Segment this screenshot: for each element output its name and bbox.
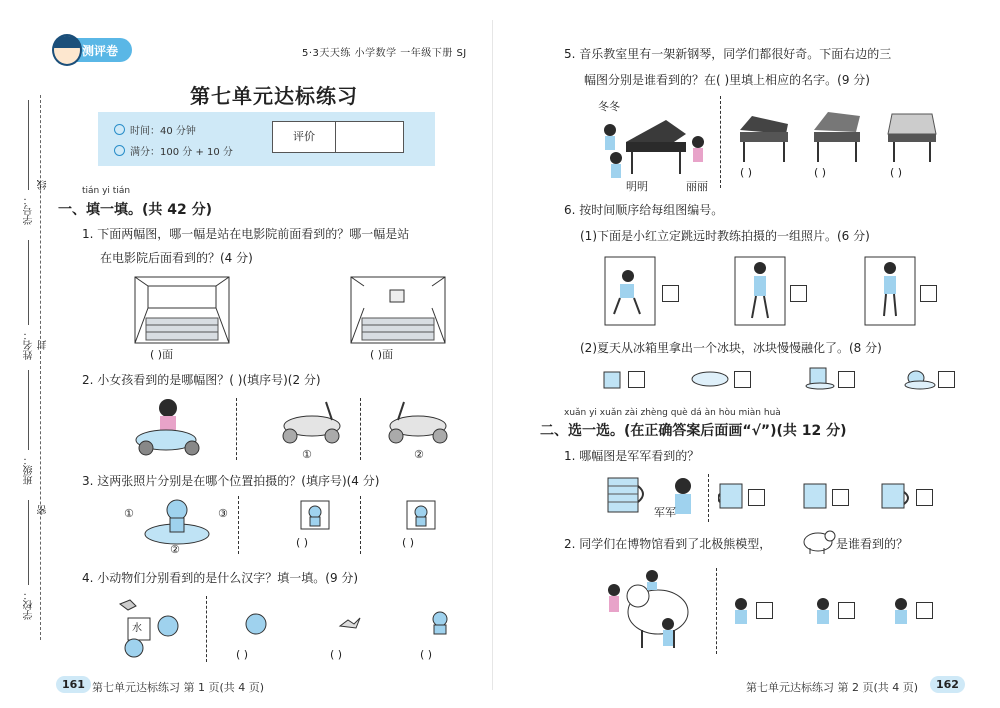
q5-divider — [720, 96, 721, 188]
school-blank[interactable] — [28, 500, 29, 585]
q1-blank-a[interactable]: ( )面 — [150, 348, 174, 361]
q4-divider — [206, 596, 207, 662]
student-view3-illustration — [890, 596, 912, 626]
scooter-option1-illustration — [276, 398, 346, 446]
s2q1-divider — [708, 474, 709, 522]
mug-illustration — [604, 476, 648, 518]
rating-box — [272, 121, 404, 153]
piano-view1-illustration — [736, 112, 792, 164]
s2q1-box1[interactable] — [748, 489, 765, 506]
section2-title: 二、选一选。(在正确答案后面画“√”)(共 12 分) — [540, 423, 847, 439]
q3-position1: ① — [124, 507, 134, 520]
q3-blank1[interactable]: ( ) — [296, 536, 309, 549]
q2-divider2 — [360, 398, 361, 460]
q4-blank2[interactable]: ( ) — [330, 648, 343, 661]
q2-option1-label: ① — [302, 448, 312, 461]
mascot-icon — [52, 34, 82, 66]
check-circle-icon — [114, 145, 125, 156]
badge-label: 测评卷 — [82, 44, 119, 58]
q1-blank-b[interactable]: ( )面 — [370, 348, 394, 361]
bear-pedestal-illustration — [142, 496, 212, 548]
bear-view-illustration — [428, 610, 452, 636]
q3-position3: ③ — [218, 507, 228, 520]
s2q2-box1[interactable] — [756, 602, 773, 619]
jump-photo1-illustration — [604, 256, 656, 326]
q4-blank1[interactable]: ( ) — [236, 648, 249, 661]
q6-2-box3[interactable] — [838, 371, 855, 388]
q6-1-box3[interactable] — [920, 285, 937, 302]
mug-view3-illustration — [880, 482, 914, 512]
q5-blank3[interactable]: ( ) — [890, 166, 903, 179]
ice-cube2-illustration — [804, 366, 836, 390]
girl-scooter-illustration — [132, 396, 212, 458]
ice-puddle-illustration — [690, 370, 730, 388]
piano-view3-illustration — [884, 108, 940, 164]
s2q2-text-a: 2. 同学们在博物馆看到了北极熊模型， — [564, 537, 772, 551]
section2-pinyin: xuǎn yi xuǎn zài zhèng què dá àn hòu miàn huà — [564, 408, 781, 418]
score-row — [114, 143, 233, 158]
left-footer-text: 第七单元达标练习 第 1 页(共 4 页) — [92, 681, 265, 694]
mug-view2-illustration — [800, 482, 830, 512]
q1-line1: 1. 下面两幅图，哪一幅是站在电影院前面看到的？哪一幅是站 — [82, 227, 410, 241]
q6-sub1: (1)下面是小红立定跳远时教练拍摄的一组照片。(6 分) — [580, 229, 870, 243]
section1-title: 一、填一填。(共 42 分) — [58, 202, 213, 218]
q3-divider1 — [238, 496, 239, 554]
q6-2-box4[interactable] — [938, 371, 955, 388]
mug-view1-illustration — [718, 482, 748, 512]
series-info: 5·3天天练 小学数学 一年级下册 SJ — [302, 48, 467, 59]
q4-blank3[interactable]: ( ) — [420, 648, 433, 661]
q6-1-box1[interactable] — [662, 285, 679, 302]
s2q2-box3[interactable] — [916, 602, 933, 619]
s2q1-name: 军军 — [654, 506, 676, 519]
student-no-label: 学号： — [24, 195, 35, 225]
q6-text: 6. 按时间顺序给每组图编号。 — [564, 203, 724, 217]
score-text: 满分：100 分 + 10 分 — [130, 147, 233, 158]
page-title: 第七单元达标练习 — [190, 84, 358, 108]
piano-view2-illustration — [808, 108, 864, 164]
cut-mark-line: 线 — [38, 180, 49, 190]
q3-text: 3. 这两张照片分别是在哪个位置拍摄的？(填序号)(4 分) — [82, 474, 380, 488]
s2q2-box2[interactable] — [838, 602, 855, 619]
squirrel-view-illustration — [244, 612, 268, 636]
polar-bear-model-icon — [800, 526, 836, 556]
q2-text: 2. 小女孩看到的是哪幅图？( )(填序号)(2 分) — [82, 373, 321, 387]
q6-1-box2[interactable] — [790, 285, 807, 302]
bear-photo1-illustration — [300, 500, 330, 530]
q3-divider2 — [360, 496, 361, 554]
bear-photo2-illustration — [406, 500, 436, 530]
q5-blank2[interactable]: ( ) — [814, 166, 827, 179]
q3-blank2[interactable]: ( ) — [402, 536, 415, 549]
s2q2-divider — [716, 568, 717, 654]
q5-name1: 冬冬 — [598, 100, 620, 113]
cut-mark-seal: 封 — [38, 340, 49, 350]
s2q1-text: 1. 哪幅图是军军看到的？ — [564, 449, 700, 463]
ice-cube3-illustration — [902, 366, 936, 390]
q4-text: 4. 小动物们分别看到的是什么汉字？填一填。(9 分) — [82, 571, 359, 585]
cinema-front-illustration — [134, 276, 230, 344]
section1-pinyin: tián yi tián — [82, 186, 131, 196]
q2-option2-label: ② — [414, 448, 424, 461]
cut-line — [40, 95, 41, 640]
animals-cube-illustration — [112, 596, 192, 660]
cube-character: 水 — [132, 623, 142, 634]
time-text: 时间：40 分钟 — [130, 126, 196, 137]
museum-bear-students-illustration — [602, 568, 698, 654]
left-page-number: 161 — [56, 676, 91, 693]
q2-divider1 — [236, 398, 237, 460]
s2q2-text-b: 是谁看到的？ — [836, 537, 909, 551]
right-page-number: 162 — [930, 676, 965, 693]
name-label: 姓名： — [24, 330, 35, 360]
binding-spine — [0, 0, 49, 708]
bird-view-illustration — [338, 614, 362, 634]
student-view1-illustration — [730, 596, 752, 626]
cut-mark-secret: 密 — [38, 505, 49, 515]
class-blank[interactable] — [28, 370, 29, 450]
q5-line1: 5. 音乐教室里有一架新钢琴，同学们都很好奇。下面右边的三 — [564, 47, 892, 61]
q6-sub2: (2)夏天从冰箱里拿出一个冰块，冰块慢慢融化了。(8 分) — [580, 341, 882, 355]
s2q1-box2[interactable] — [832, 489, 849, 506]
rating-label: 评价 — [273, 122, 336, 152]
school-label: 学校： — [24, 590, 35, 620]
q5-line2: 幅图分别是谁看到的？在( )里填上相应的名字。(9 分) — [584, 73, 870, 87]
class-label: 班级： — [24, 455, 35, 485]
s2q1-box3[interactable] — [916, 489, 933, 506]
ice-cube1-illustration — [602, 368, 624, 390]
jump-photo3-illustration — [864, 256, 916, 326]
time-row — [114, 122, 196, 137]
student-view2-illustration — [812, 596, 834, 626]
piano-students-illustration — [592, 112, 716, 184]
q5-name3: 丽丽 — [686, 180, 708, 193]
q3-position2: ② — [170, 543, 180, 556]
scooter-option2-illustration — [384, 398, 454, 446]
q1-line2: 在电影院后面看到的？(4 分) — [100, 251, 253, 265]
cinema-back-illustration — [350, 276, 446, 344]
q5-name2: 明明 — [626, 180, 648, 193]
clock-icon — [114, 124, 125, 135]
q6-2-box2[interactable] — [734, 371, 751, 388]
name-blank[interactable] — [28, 240, 29, 325]
page-divider — [492, 20, 493, 690]
q5-blank1[interactable]: ( ) — [740, 166, 753, 179]
student-no-blank[interactable] — [28, 100, 29, 190]
right-footer-text: 第七单元达标练习 第 2 页(共 4 页) — [746, 681, 919, 694]
jump-photo2-illustration — [734, 256, 786, 326]
q6-2-box1[interactable] — [628, 371, 645, 388]
